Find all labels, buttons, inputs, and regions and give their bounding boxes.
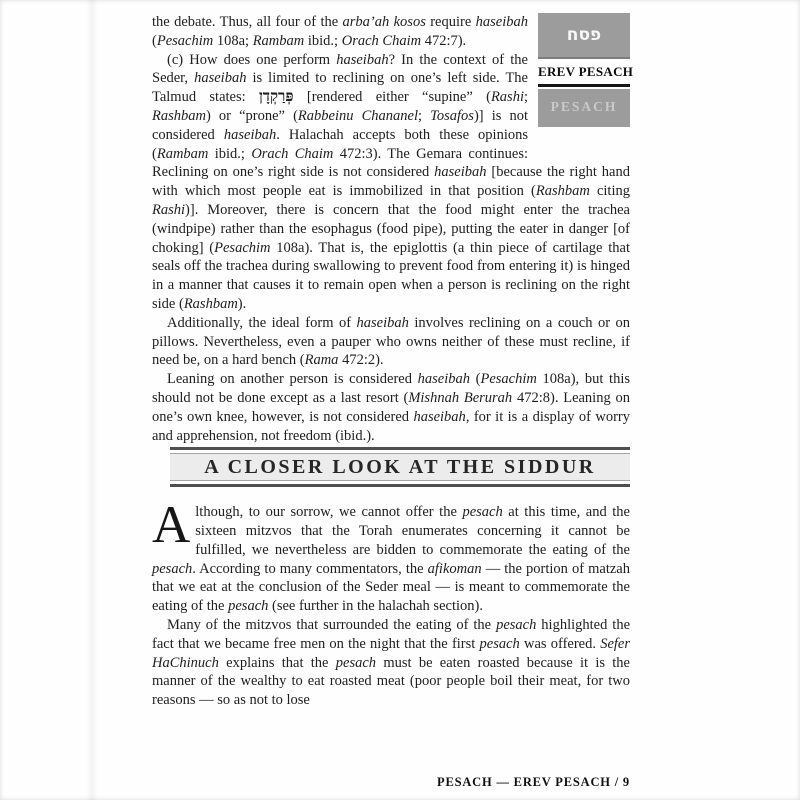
text-segment: )] is not considered [152, 107, 529, 143]
text-segment: ; [523, 89, 528, 106]
text-segment: haseibah [356, 314, 409, 331]
text-segment: Rambam [156, 145, 209, 162]
text-segment: Rashi [490, 89, 524, 106]
text-segment: lthough, to our sorrow, we cannot offer the [195, 504, 463, 521]
text-segment: pesach [462, 504, 503, 521]
hebrew-tab [538, 13, 630, 59]
text-segment: 472:7). [421, 32, 467, 49]
text-segment: ( [152, 32, 157, 49]
text-segment: [because the right hand with which most people eat is immobilized in that position ( [152, 164, 630, 200]
text-segment: pesach [228, 598, 269, 615]
text-segment: . According to many commentators, the [192, 560, 428, 577]
text-segment: pesach [496, 616, 537, 633]
text-segment: require [425, 14, 476, 30]
text-segment: haseibah [475, 14, 528, 30]
text-segment: haseibah [434, 164, 487, 181]
text-segment: pesach [479, 635, 520, 652]
paragraph [152, 616, 630, 710]
siddur-section [152, 496, 631, 710]
text-segment: Pesachim [480, 371, 537, 388]
paragraph [152, 370, 630, 445]
text-segment: Pesachim [156, 32, 214, 49]
chapter-tab-block [538, 13, 634, 127]
text-segment: (c) How does one perform [167, 51, 337, 68]
text-segment: Pesachim [214, 239, 271, 256]
text-segment: involves reclining on a couch or on pillows. Nevertheless, even a pauper who owns neither of these must recline, if need be, on a hard bench ( [152, 314, 630, 369]
text-segment: 108a; [213, 32, 253, 49]
text-segment: — the portion of matzah that we eat at the conclusion of the Seder meal — is meant to commemorate the eating of the [152, 560, 630, 615]
erev-pesach-tab-label: EREV PESACH [538, 63, 630, 87]
body-text [152, 13, 634, 710]
text-segment: [rendered either “supine” ( [293, 89, 491, 106]
text-segment: haseibah [417, 371, 470, 388]
text-segment: Rashbam [152, 107, 206, 124]
text-segment: highlighted the fact that we became free men on the night that the first [152, 616, 631, 652]
page-footer [437, 775, 630, 790]
section-title: A CLOSER LOOK AT THE SIDDUR [204, 456, 596, 479]
hebrew-term: פְּרַקְדָן [258, 89, 294, 106]
text-segment: Orach Chaim [341, 32, 422, 49]
text-segment: Many of the mitzvos that surrounded the eating of the [167, 616, 497, 633]
text-segment: Rama [304, 352, 339, 369]
text-segment: 472:2). [338, 352, 384, 369]
text-segment: explains that the [218, 654, 336, 671]
text-segment: haseibah [336, 51, 389, 68]
text-segment: Sefer HaChinuch [152, 635, 630, 671]
text-segment: Tosafos [430, 107, 474, 124]
text-segment: Additionally, the ideal form of [167, 314, 357, 331]
text-segment: Orach Chaim [251, 145, 334, 162]
text-segment: ). [237, 295, 247, 312]
text-segment: must be eaten roasted because it is the manner of the wealthy to eat roasted meat (poor people boil their meat, for two reasons — so as not to lose [152, 654, 630, 709]
page-gutter-shadow [86, 0, 98, 800]
text-segment: Rabbeinu Chananel [297, 107, 418, 124]
pesach-tab: PESACH [538, 89, 630, 127]
paragraph [152, 496, 630, 616]
text-segment: arba’ah kosos [342, 14, 426, 30]
text-segment: pesach [152, 560, 193, 577]
text-segment: 472:3). The Gemara continues: Reclining on one’s right side is not considered [152, 145, 529, 181]
text-segment: Rashbam [535, 183, 590, 200]
paragraph [152, 314, 630, 370]
text-segment: 108a). That is, the epiglottis (a thin piece of cartilage that seals off the trachea during swallowing to prevent food from entering it) is hinged in a manner that causes it to remain open when a person is reclining on the right side ( [152, 239, 630, 312]
footer-text: PESACH — EREV PESACH / 9 [437, 775, 630, 789]
text-segment: is limited to reclining on one’s left side. The Talmud states: [152, 70, 528, 106]
text-segment: (see further in the halachah section). [268, 598, 483, 615]
text-segment: ibid.; [304, 32, 342, 49]
text-segment: ? In the context of the Seder, [152, 51, 528, 87]
text-segment: . Halachah accepts both these opinions ( [152, 126, 528, 162]
text-segment: at this time, and the sixteen mitzvos that the Torah enumerates concerning it cannot be fulfilled, we nevertheless are bidden to commemorate the eating of the [195, 504, 630, 558]
dropcap: A [152, 496, 191, 555]
text-segment: was offered. [519, 635, 601, 652]
text-segment: ibid.; [208, 145, 252, 162]
text-segment: haseibah [194, 70, 247, 87]
text-segment: )]. Moreover, there is concern that the food might enter the trachea (windpipe) rather than the esophagus (food pipe), putting the eater in danger [of choking] ( [152, 201, 630, 256]
text-segment: Rashi [152, 201, 186, 218]
hebrew-tab-label: פסח [566, 24, 602, 45]
text-segment: Mishnah Berurah [408, 389, 513, 406]
text-segment: ) or “prone” ( [205, 107, 298, 124]
text-segment: the debate. Thus, all four of the [152, 14, 343, 30]
text-segment: citing [589, 183, 630, 200]
text-segment: afikoman [427, 560, 482, 577]
text-segment: Leaning on another person is considered [167, 371, 418, 388]
text-segment: pesach [335, 654, 377, 671]
text-segment: 108a), but this should not be done except as a last resort ( [152, 371, 630, 406]
text-segment: ; [417, 107, 431, 124]
text-segment: , for it is a display of worry and apprehension, not freedom (ibid.). [152, 408, 630, 444]
text-segment: haseibah [223, 126, 277, 143]
text-segment: Rashbam [183, 295, 238, 312]
text-segment: 472:8). Leaning on one’s own knee, however, is not considered [152, 389, 630, 425]
text-segment: ( [470, 371, 481, 388]
section-header [170, 447, 630, 487]
text-segment: Rambam [252, 32, 305, 49]
text-segment: haseibah [413, 408, 466, 425]
